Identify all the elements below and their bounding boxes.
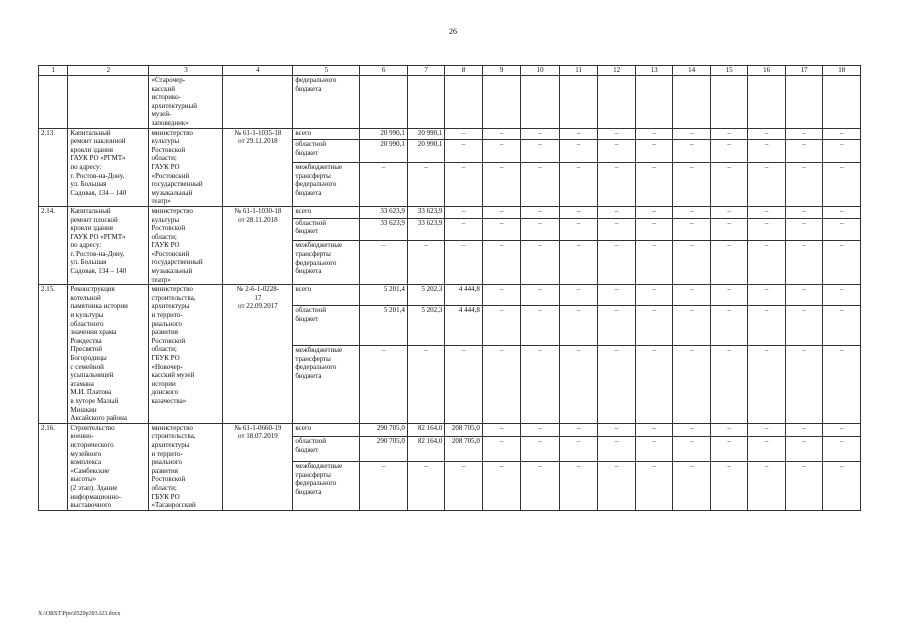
cont-empty-cell [748,76,786,129]
year-amount-cell: – [673,128,711,140]
amount-cell: – [407,163,445,207]
amount-cell: – [360,461,408,510]
document-cell: № 61-1-0660-19 от 18.07.2019 [223,423,293,510]
year-amount-cell: – [710,346,748,424]
cont-doc-cell [223,76,293,129]
year-amount-cell: – [559,306,598,346]
amount-cell: – [445,140,483,163]
year-amount-cell: – [748,241,786,285]
year-amount-cell: – [598,128,636,140]
year-amount-cell: – [710,241,748,285]
year-amount-cell: – [785,306,823,346]
year-amount-cell: – [710,461,748,510]
funding-source-cell: областной бюджет [293,140,360,163]
year-amount-cell: – [635,241,673,285]
object-name-cell: Реконструкция котельной памятника истории и культуры областного значения храма Рождества Пресвятой Богородицы с семейной усыпальницей атамана М.И. Платова в хуторе Малый Мишкин Аксайского района [68,285,149,424]
amount-cell: 33 623,9 [407,218,445,241]
header-col-cell: 5 [293,66,360,76]
year-amount-cell: – [673,423,711,436]
amount-cell: 208 705,0 [445,423,483,436]
year-amount-cell: – [482,163,521,207]
funding-source-cell: всего [293,423,360,436]
year-amount-cell: – [482,241,521,285]
year-amount-cell: – [710,436,748,461]
year-amount-cell: – [785,241,823,285]
amount-cell: 33 623,9 [360,218,408,241]
funding-source-cell: всего [293,206,360,218]
funding-source-cell: межбюджетные трансферты федерального бюджета [293,461,360,510]
amount-cell: – [445,206,483,218]
year-amount-cell: – [598,436,636,461]
year-amount-cell: – [482,306,521,346]
year-amount-cell: – [673,306,711,346]
amount-cell: 20 990,1 [360,140,408,163]
year-amount-cell: – [823,461,861,510]
year-amount-cell: – [635,218,673,241]
cont-empty-cell [407,76,445,129]
header-col-cell: 2 [68,66,149,76]
year-amount-cell: – [521,285,560,306]
year-amount-cell: – [598,461,636,510]
year-amount-cell: – [785,461,823,510]
year-amount-cell: – [635,436,673,461]
year-amount-cell: – [598,306,636,346]
year-amount-cell: – [748,346,786,424]
executor-cell: министерство строительства, архитектуры и террито- риального развития Ростовской области; ГБУК РО «Таганрогский [149,423,223,510]
year-amount-cell: – [673,346,711,424]
year-amount-cell: – [785,128,823,140]
year-amount-cell: – [748,140,786,163]
year-amount-cell: – [710,140,748,163]
amount-cell: 33 623,9 [407,206,445,218]
year-amount-cell: – [521,346,560,424]
funding-source-cell: областной бюджет [293,218,360,241]
cont-empty-cell [598,76,636,129]
cont-name-cell [68,76,149,129]
funding-source-cell: всего [293,128,360,140]
year-amount-cell: – [482,346,521,424]
header-col-cell: 16 [748,66,786,76]
year-amount-cell: – [673,163,711,207]
year-amount-cell: – [785,423,823,436]
year-amount-cell: – [785,218,823,241]
year-amount-cell: – [521,128,560,140]
year-amount-cell: – [635,206,673,218]
year-amount-cell: – [673,140,711,163]
document-cell: № 61-1-1035-18 от 29.11.2018 [223,128,293,206]
executor-cell: министерство культуры Ростовской области; ГАУК РО «Ростовский государственный музыкальный театр» [149,128,223,206]
continuation-row [39,76,861,129]
cont-num-cell [39,76,68,129]
year-amount-cell: – [559,241,598,285]
cont-empty-cell [673,76,711,129]
year-amount-cell: – [598,163,636,207]
amount-cell: – [445,346,483,424]
header-col-cell: 8 [445,66,483,76]
header-col-cell: 6 [360,66,408,76]
year-amount-cell: – [823,163,861,207]
amount-cell: 5 202,3 [407,285,445,306]
header-col-cell: 1 [39,66,68,76]
header-col-cell: 13 [635,66,673,76]
year-amount-cell: – [710,128,748,140]
year-amount-cell: – [482,285,521,306]
year-amount-cell: – [710,218,748,241]
header-col-cell: 18 [823,66,861,76]
year-amount-cell: – [748,423,786,436]
header-col-cell: 14 [673,66,711,76]
cont-executor-cell: «Старочер- касский историко- архитектурный музей- заповедник» [149,76,223,129]
year-amount-cell: – [521,140,560,163]
year-amount-cell: – [482,218,521,241]
year-amount-cell: – [559,346,598,424]
table-row [39,206,861,218]
year-amount-cell: – [482,128,521,140]
amount-cell: – [407,346,445,424]
year-amount-cell: – [559,461,598,510]
row-number-cell: 2.15. [39,285,68,424]
header-col-cell: 4 [223,66,293,76]
amount-cell: 20 990,1 [407,128,445,140]
year-amount-cell: – [823,218,861,241]
year-amount-cell: – [823,346,861,424]
year-amount-cell: – [635,163,673,207]
year-amount-cell: – [748,206,786,218]
amount-cell: 20 990,1 [360,128,408,140]
header-col-cell: 7 [407,66,445,76]
year-amount-cell: – [521,423,560,436]
cont-empty-cell [823,76,861,129]
year-amount-cell: – [635,423,673,436]
year-amount-cell: – [482,140,521,163]
year-amount-cell: – [559,163,598,207]
file-path-footer: X:\ORST\Ppo\0529p393.f23.docx [38,611,121,617]
year-amount-cell: – [673,285,711,306]
amount-cell: 5 201,4 [360,285,408,306]
document-cell: № 2-6-1-0228- 17 от 22.09.2017 [223,285,293,424]
year-amount-cell: – [673,241,711,285]
year-amount-cell: – [559,423,598,436]
year-amount-cell: – [823,436,861,461]
year-amount-cell: – [559,140,598,163]
year-amount-cell: – [521,218,560,241]
amount-cell: 290 705,0 [360,423,408,436]
amount-cell: – [360,241,408,285]
year-amount-cell: – [673,436,711,461]
year-amount-cell: – [748,128,786,140]
year-amount-cell: – [823,128,861,140]
amount-cell: 4 444,8 [445,285,483,306]
amount-cell: – [360,163,408,207]
year-amount-cell: – [710,285,748,306]
header-col-cell: 15 [710,66,748,76]
year-amount-cell: – [785,206,823,218]
amount-cell: 5 201,4 [360,306,408,346]
year-amount-cell: – [559,218,598,241]
budget-table [38,65,861,511]
amount-cell: – [445,218,483,241]
year-amount-cell: – [823,423,861,436]
amount-cell: – [445,163,483,207]
cont-empty-cell [559,76,598,129]
year-amount-cell: – [598,218,636,241]
year-amount-cell: – [673,461,711,510]
header-col-cell: 11 [559,66,598,76]
cont-empty-cell [635,76,673,129]
cont-empty-cell [445,76,483,129]
amount-cell: 5 202,3 [407,306,445,346]
year-amount-cell: – [598,140,636,163]
year-amount-cell: – [823,206,861,218]
year-amount-cell: – [598,285,636,306]
cont-label-cell: федерального бюджета [293,76,360,129]
year-amount-cell: – [673,218,711,241]
cont-empty-cell [360,76,408,129]
header-row [39,66,861,76]
amount-cell: – [445,461,483,510]
amount-cell: 4 444,8 [445,306,483,346]
year-amount-cell: – [673,206,711,218]
header-col-cell: 12 [598,66,636,76]
amount-cell: 82 164,0 [407,436,445,461]
year-amount-cell: – [521,436,560,461]
object-name-cell: Строительство военно- исторического музейного комплекса «Самбекские высоты» (2 этап). Здание информационно- выставочного [68,423,149,510]
cont-empty-cell [710,76,748,129]
page-number: 26 [449,27,457,36]
year-amount-cell: – [559,285,598,306]
year-amount-cell: – [748,285,786,306]
funding-source-cell: межбюджетные трансферты федерального бюджета [293,241,360,285]
amount-cell: 33 623,9 [360,206,408,218]
year-amount-cell: – [748,218,786,241]
year-amount-cell: – [785,285,823,306]
year-amount-cell: – [521,163,560,207]
amount-cell: – [360,346,408,424]
row-number-cell: 2.16. [39,423,68,510]
year-amount-cell: – [823,285,861,306]
object-name-cell: Капитальный ремонт наклонной кровли здания ГАУК РО «РГМТ» по адресу: г. Ростов-на-Дону, ул. Большая Садовая, 134 – 140 [68,128,149,206]
cont-empty-cell [521,76,560,129]
year-amount-cell: – [521,461,560,510]
document-cell: № 61-1-1030-18 от 28.11.2018 [223,206,293,284]
amount-cell: – [445,241,483,285]
header-col-cell: 9 [482,66,521,76]
row-number-cell: 2.13. [39,128,68,206]
year-amount-cell: – [521,306,560,346]
header-col-cell: 17 [785,66,823,76]
year-amount-cell: – [482,423,521,436]
year-amount-cell: – [710,306,748,346]
year-amount-cell: – [785,436,823,461]
header-col-cell: 10 [521,66,560,76]
amount-cell: 82 164,0 [407,423,445,436]
amount-cell: – [407,241,445,285]
amount-cell: – [407,461,445,510]
funding-source-cell: областной бюджет [293,436,360,461]
year-amount-cell: – [748,461,786,510]
year-amount-cell: – [559,206,598,218]
year-amount-cell: – [710,206,748,218]
table-row [39,423,861,436]
year-amount-cell: – [635,128,673,140]
table-row [39,285,861,306]
header-col-cell: 3 [149,66,223,76]
year-amount-cell: – [559,128,598,140]
year-amount-cell: – [635,306,673,346]
executor-cell: министерство культуры Ростовской области; ГАУК РО «Ростовский государственный музыкальный театр» [149,206,223,284]
year-amount-cell: – [823,241,861,285]
year-amount-cell: – [482,436,521,461]
row-number-cell: 2.14. [39,206,68,284]
year-amount-cell: – [521,206,560,218]
year-amount-cell: – [598,346,636,424]
year-amount-cell: – [598,206,636,218]
amount-cell: 290 705,0 [360,436,408,461]
year-amount-cell: – [635,285,673,306]
amount-cell: 20 990,1 [407,140,445,163]
year-amount-cell: – [785,140,823,163]
year-amount-cell: – [521,241,560,285]
funding-source-cell: всего [293,285,360,306]
year-amount-cell: – [559,436,598,461]
year-amount-cell: – [748,306,786,346]
table-row [39,128,861,140]
year-amount-cell: – [598,423,636,436]
year-amount-cell: – [635,346,673,424]
year-amount-cell: – [482,461,521,510]
cont-empty-cell [785,76,823,129]
year-amount-cell: – [785,346,823,424]
funding-source-cell: областной бюджет [293,306,360,346]
year-amount-cell: – [710,163,748,207]
year-amount-cell: – [710,423,748,436]
year-amount-cell: – [748,436,786,461]
year-amount-cell: – [598,241,636,285]
executor-cell: министерство строительства, архитектуры и террито- риального развития Ростовской области; ГБУК РО «Новочер- касский музей истории донского казачества» [149,285,223,424]
funding-source-cell: межбюджетные трансферты федерального бюджета [293,163,360,207]
year-amount-cell: – [748,163,786,207]
funding-source-cell: межбюджетные трансферты федерального бюджета [293,346,360,424]
year-amount-cell: – [785,163,823,207]
year-amount-cell: – [635,461,673,510]
amount-cell: – [445,128,483,140]
object-name-cell: Капитальный ремонт плоской кровли здания ГАУК РО «РГМТ» по адресу: г. Ростов-на-Дону, ул. Большая Садовая, 134 – 140 [68,206,149,284]
year-amount-cell: – [482,206,521,218]
year-amount-cell: – [635,140,673,163]
cont-empty-cell [482,76,521,129]
year-amount-cell: – [823,140,861,163]
amount-cell: 208 705,0 [445,436,483,461]
year-amount-cell: – [823,306,861,346]
